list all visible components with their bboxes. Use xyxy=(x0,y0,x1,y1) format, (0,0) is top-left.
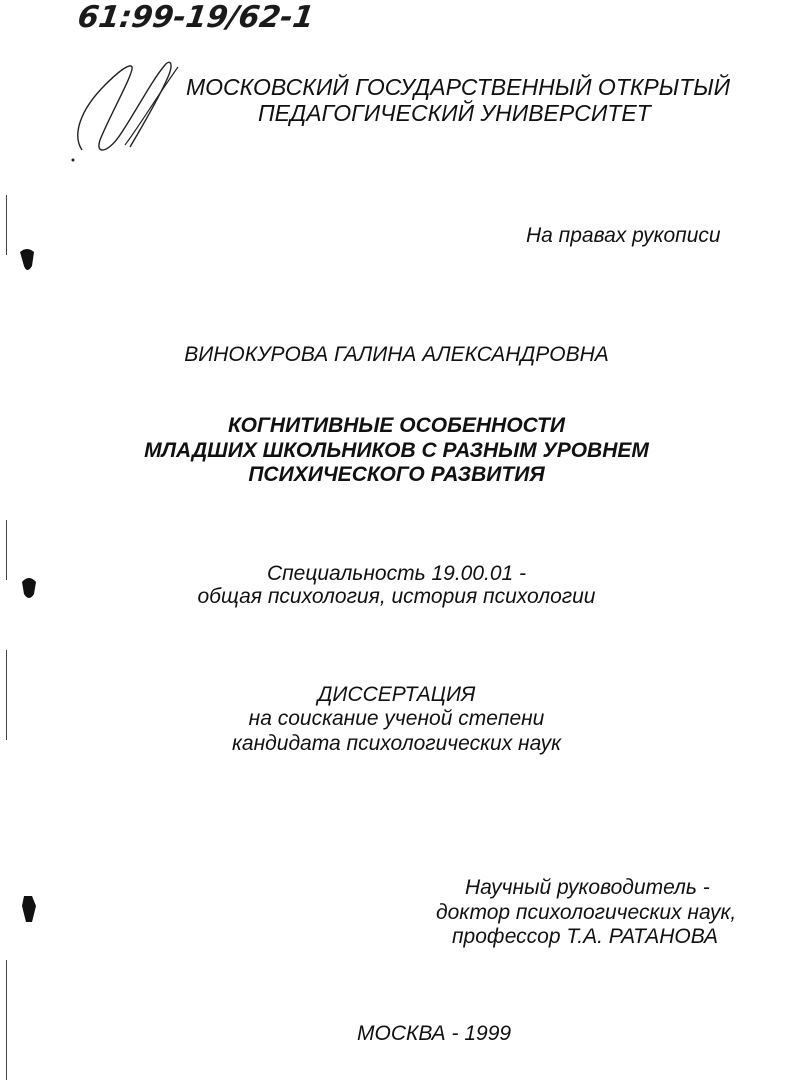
archive-code-handwritten: 61:99-19/62-1 xyxy=(75,0,317,35)
signature xyxy=(70,55,190,165)
scan-edge-line xyxy=(6,960,7,1080)
supervisor-line1: Научный руководитель - xyxy=(465,876,710,899)
degree-line2: кандидата психологических наук xyxy=(232,732,561,755)
punch-hole-mark xyxy=(16,246,38,274)
specialty-line1: Специальность 19.00.01 - xyxy=(266,562,527,585)
dissertation-title-line1: КОГНИТИВНЫЕ ОСОБЕННОСТИ xyxy=(228,414,565,437)
city-year: МОСКВА - 1999 xyxy=(357,1022,512,1045)
specialty-line2: общая психология, история психологии xyxy=(197,585,596,608)
scan-edge-line xyxy=(6,195,7,255)
dissertation-title-line3: ПСИХИЧЕСКОГО РАЗВИТИЯ xyxy=(248,463,545,486)
author-name: ВИНОКУРОВА ГАЛИНА АЛЕКСАНДРОВНА xyxy=(184,343,609,366)
degree-line1: на соискание ученой степени xyxy=(248,707,545,730)
dissertation-title-line2: МЛАДШИХ ШКОЛЬНИКОВ С РАЗНЫМ УРОВНЕМ xyxy=(144,439,649,462)
dissertation-label: ДИССЕРТАЦИЯ xyxy=(317,683,476,706)
supervisor-line2: доктор психологических наук, xyxy=(436,901,737,924)
supervisor-line3: профессор Т.А. РАТАНОВА xyxy=(452,925,719,948)
university-name-line1: МОСКОВСКИЙ ГОСУДАРСТВЕННЫЙ ОТКРЫТЫЙ xyxy=(186,74,731,100)
punch-hole-mark xyxy=(18,892,40,926)
rights-note: На правах рукописи xyxy=(526,224,721,247)
university-name-line2: ПЕДАГОГИЧЕСКИЙ УНИВЕРСИТЕТ xyxy=(258,100,651,126)
